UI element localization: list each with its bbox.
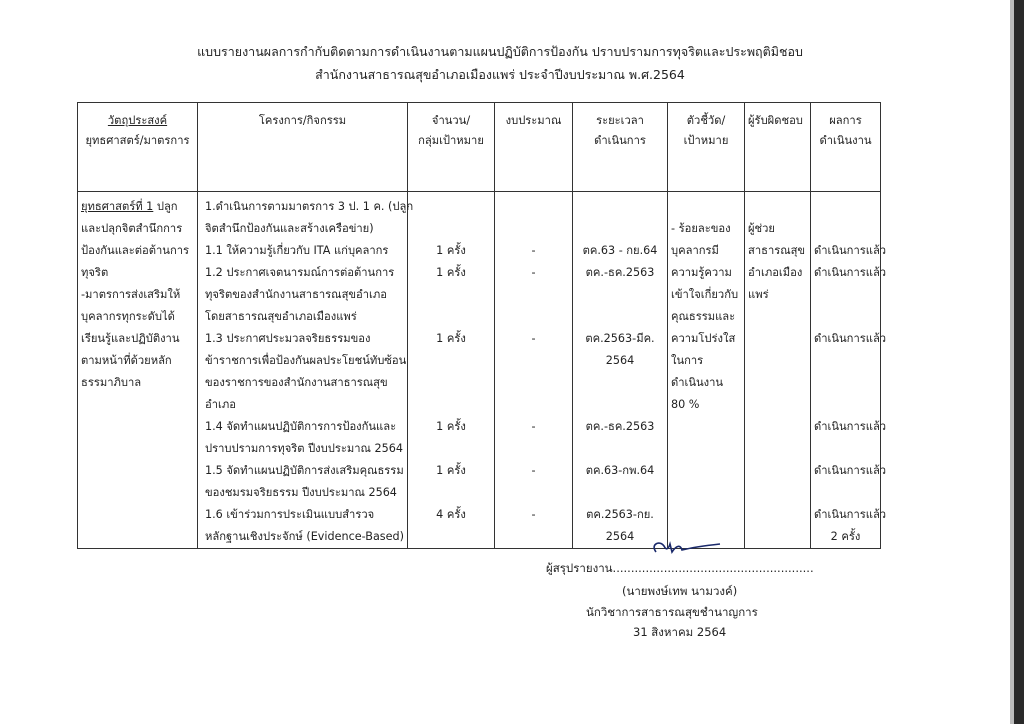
- period-cell: [573, 192, 668, 549]
- result-line: ดำเนินการแล้ว: [814, 464, 887, 477]
- indicator-line: บุคลากรมี: [671, 244, 719, 257]
- budget-line: [498, 394, 569, 416]
- signer-name: (นายพงษ์เทพ นามวงค์): [622, 584, 738, 598]
- result-line: [814, 284, 877, 306]
- target-line: [411, 284, 491, 306]
- budget-line: [498, 372, 569, 394]
- activity-cell: [198, 192, 414, 549]
- period-line: [576, 438, 664, 460]
- report-table: [77, 102, 887, 549]
- header-result: ผลการ ดำเนินงาน: [811, 103, 881, 192]
- activity-line: 1.4 จัดทำแผนปฏิบัติการการป้องกันและ: [205, 420, 397, 433]
- period-list: [576, 196, 664, 548]
- report-date: 31 สิงหาคม 2564: [633, 625, 727, 639]
- result-line: [814, 482, 877, 504]
- indicator-line: ในการ: [671, 354, 704, 367]
- result-line: [814, 306, 877, 328]
- activity-line: ทุจริตของสำนักงานสาธารณสุขอำเภอ: [205, 288, 387, 301]
- budget-line: [498, 526, 569, 548]
- result-line: [814, 350, 877, 372]
- result-line: ดำเนินการแล้ว: [814, 266, 887, 279]
- indicator-list: [671, 196, 741, 416]
- target-list: [411, 196, 491, 548]
- activity-line: หลักฐานเชิงประจักษ์ (Evidence-Based): [205, 530, 404, 543]
- result-list: [814, 196, 887, 548]
- period-line: 2564: [605, 530, 635, 543]
- budget-line: [498, 482, 569, 504]
- indicator-line: ดำเนินงาน: [671, 376, 724, 389]
- target-line: [411, 196, 491, 218]
- target-line: 1 ครั้ง: [436, 244, 466, 257]
- result-line: [814, 394, 877, 416]
- indicator-line: คุณธรรมและ: [671, 310, 736, 323]
- period-line: [576, 372, 664, 394]
- budget-line: -: [531, 244, 536, 257]
- period-line: ตค.63-กพ.64: [585, 464, 655, 477]
- result-line: [814, 196, 877, 218]
- result-line: ดำเนินการแล้ว: [814, 244, 887, 257]
- budget-list: [498, 196, 569, 548]
- signature-label: ผู้สรุปรายงาน.......................................................: [546, 561, 814, 575]
- period-line: ตค.63 - กย.64: [582, 244, 658, 257]
- target-line: [411, 218, 491, 240]
- indicator-line: [671, 196, 741, 218]
- activity-line: จิตสำนึกป้องกันและสร้างเครือข่าย): [205, 222, 374, 235]
- result-line: [814, 372, 877, 394]
- period-line: [576, 218, 664, 240]
- target-line: 1 ครั้ง: [436, 464, 466, 477]
- period-line: ตค.-ธค.2563: [585, 420, 655, 433]
- result-cell: [811, 192, 887, 549]
- signer-position: นักวิชาการสาธารณสุขชำนาญการ: [586, 605, 758, 619]
- header-period: ระยะเวลา ดำเนินการ: [573, 103, 668, 192]
- target-line: [411, 394, 491, 416]
- header-target: จำนวน/ กลุ่มเป้าหมาย: [408, 103, 495, 192]
- indicator-line: ความโปร่งใส: [671, 332, 736, 345]
- owner-line: ผู้ช่วย: [748, 222, 775, 235]
- budget-line: [498, 284, 569, 306]
- budget-line: -: [531, 508, 536, 521]
- target-line: [411, 482, 491, 504]
- scan-edge-dark: [1014, 0, 1024, 724]
- owner-list: [748, 196, 807, 306]
- result-line: ดำเนินการแล้ว: [814, 420, 887, 433]
- period-line: [576, 284, 664, 306]
- target-cell: [408, 192, 495, 549]
- target-line: [411, 438, 491, 460]
- target-line: [411, 306, 491, 328]
- activity-line: 1.6 เข้าร่วมการประเมินแบบสำรวจ: [205, 508, 375, 521]
- indicator-line: 80 %: [671, 398, 700, 411]
- owner-line: อำเภอเมือง: [748, 266, 803, 279]
- owner-line: สาธารณสุข: [748, 244, 806, 257]
- budget-line: [498, 218, 569, 240]
- target-line: 1 ครั้ง: [436, 266, 466, 279]
- activity-line: โดยสาธารณสุขอำเภอเมืองแพร่: [205, 310, 357, 323]
- result-line: 2 ครั้ง: [830, 530, 861, 543]
- indicator-line: เข้าใจเกี่ยวกับ: [671, 288, 739, 301]
- target-line: 1 ครั้ง: [436, 332, 466, 345]
- budget-cell: [495, 192, 573, 549]
- period-line: ตค.2563-มีค.: [585, 332, 655, 345]
- budget-line: [498, 196, 569, 218]
- activity-line: 1.ดำเนินการตามมาตรการ 3 ป. 1 ค. (ปลูก: [205, 200, 414, 213]
- budget-line: [498, 438, 569, 460]
- target-line: [411, 350, 491, 372]
- header-activity: โครงการ/กิจกรรม: [198, 103, 408, 192]
- header-indicator: ตัวชี้วัด/ เป้าหมาย: [668, 103, 745, 192]
- activity-line: 1.1 ให้ความรู้เกี่ยวกับ ITA แก่บุคลากร: [205, 244, 389, 257]
- target-line: [411, 372, 491, 394]
- budget-line: [498, 350, 569, 372]
- owner-line: แพร่: [748, 288, 769, 301]
- report-subtitle: สำนักงานสาธารณสุขอำเภอเมืองแพร่ ประจำปีงบประมาณ พ.ศ.2564: [315, 67, 685, 82]
- indicator-line: ความรู้ความ: [671, 266, 732, 279]
- target-line: 4 ครั้ง: [436, 508, 466, 521]
- activity-line: 1.2 ประกาศเจตนารมณ์การต่อต้านการ: [205, 266, 395, 279]
- strategy-label: ยุทธศาสตร์ที่ 1: [81, 200, 154, 213]
- result-line: ดำเนินการแล้ว: [814, 332, 887, 345]
- activity-line: ข้าราชการเพื่อป้องกันผลประโยชน์ทับซ้อน: [205, 354, 407, 367]
- activity-line: 1.5 จัดทำแผนปฏิบัติการส่งเสริมคุณธรรม: [205, 464, 404, 477]
- period-line: [576, 482, 664, 504]
- header-budget: งบประมาณ: [495, 103, 573, 192]
- owner-line: [748, 196, 807, 218]
- budget-line: -: [531, 332, 536, 345]
- budget-line: -: [531, 420, 536, 433]
- period-line: ตค.-ธค.2563: [585, 266, 655, 279]
- table-row: [78, 192, 881, 549]
- owner-cell: [745, 192, 811, 549]
- period-line: [576, 196, 664, 218]
- budget-line: -: [531, 266, 536, 279]
- result-line: [814, 218, 877, 240]
- target-line: 1 ครั้ง: [436, 420, 466, 433]
- activity-line: ของชมรมจริยธรรม ปีงบประมาณ 2564: [205, 486, 397, 499]
- activity-line: อำเภอ: [205, 398, 236, 411]
- activity-line: ปราบปรามการทุจริต ปีงบประมาณ 2564: [205, 442, 403, 455]
- indicator-line: - ร้อยละของ: [671, 222, 731, 235]
- result-line: ดำเนินการแล้ว: [814, 508, 887, 521]
- period-line: [576, 394, 664, 416]
- objective-cell: ยุทธศาสตร์ที่ 1 ปลูก และปลุกจิตสำนึกการ ป้องกันและต่อต้านการ ทุจริต -มาตรการส่งเสริมให้ บุคลากรทุกระดับได้ เรียนรู้และปฏิบัติงาน ตามหน้าที่ด้วยหลัก ธรรมาภิบาล: [78, 192, 198, 549]
- period-line: ตค.2563-กย.: [586, 508, 654, 521]
- activity-line: 1.3 ประกาศประมวลจริยธรรมของ: [205, 332, 371, 345]
- activity-list: [201, 196, 414, 548]
- header-owner: ผู้รับผิดชอบ: [745, 103, 811, 192]
- target-line: [411, 526, 491, 548]
- activity-line: ของราชการของสำนักงานสาธารณสุข: [205, 376, 388, 389]
- header-objective: วัตถุประสงค์ ยุทธศาสตร์/มาตรการ: [78, 103, 198, 192]
- table-header-row: [78, 103, 881, 192]
- result-line: [814, 438, 877, 460]
- period-line: [576, 306, 664, 328]
- budget-line: [498, 306, 569, 328]
- period-line: 2564: [605, 354, 635, 367]
- indicator-cell: [668, 192, 745, 549]
- report-title: แบบรายงานผลการกำกับติดตามการดำเนินงานตามแผนปฏิบัติการป้องกัน ปราบปรามการทุจริตและประพฤติมิชอบ: [197, 44, 803, 59]
- budget-line: -: [531, 464, 536, 477]
- signature-scribble: [646, 538, 726, 560]
